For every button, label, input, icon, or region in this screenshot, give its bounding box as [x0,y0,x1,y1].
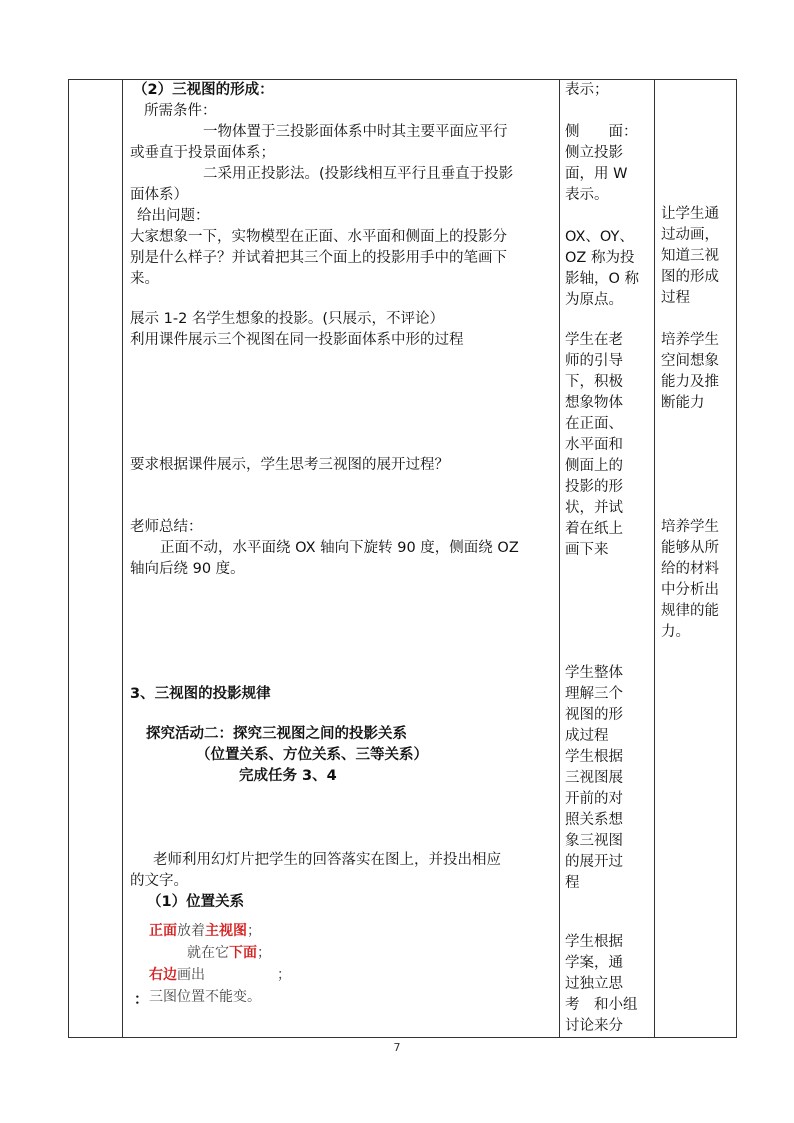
activity-subtitle: （位置关系、方位关系、三等关系） [196,747,428,763]
text-line: 展示 1-2 名学生想象的投影。(只展示，不评论） [130,311,445,327]
text-line: 投影的形 [565,479,623,495]
text-line: 学案，通 [565,955,623,971]
slide-text: ； [277,967,291,983]
text-line: 正面不动，水平面绕 OX 轴向下旋转 90 度，侧面绕 OZ [160,540,519,556]
text-line: 着在纸上 [565,521,623,537]
column-divider [559,80,560,1037]
text-line: 学生根据 [565,749,623,765]
text-line: 图的形成 [661,269,719,285]
highlight-text: 主视图 [205,923,247,939]
column-divider [654,80,655,1037]
section-title: 3、三视图的投影规律 [130,686,271,702]
text-line: 利用课件展示三个视图在同一投影面体系中形的过程 [130,332,464,348]
position-title: （1）位置关系 [147,894,245,910]
text-line: 状，并试 [565,500,623,516]
highlight-text: 右边 [149,967,177,983]
question-label: 给出问题： [137,208,210,224]
highlight-text: 正面 [149,923,177,939]
text-line: 侧立投影 [565,145,623,161]
text-line: 二采用正投影法。(投影线相互平行且垂直于投影 [203,166,514,182]
text-line: 表示； [565,82,609,98]
position-slide [149,920,291,1008]
text-line: OX、OY、 [565,229,634,245]
text-line: 培养学生 [661,332,719,348]
text-line: 要求根据课件展示，学生思考三视图的展开过程？ [130,457,449,473]
text-line: 水平面和 [565,437,623,453]
page-number: 7 [393,1041,401,1054]
text-line: 表示。 [565,187,609,203]
text-line: 程 [565,875,580,891]
task-line: 完成任务 3、4 [239,768,337,784]
text-line: 力。 [661,624,690,640]
text-line: 空间想象 [661,353,719,369]
slide-text: 三图位置不能变。 [149,989,261,1005]
text-line: 视图的形 [565,707,623,723]
text-line: 大家想象一下，实物模型在正面、水平面和侧面上的投影分 [130,229,507,245]
text-line: 学生整体 [565,665,623,681]
text-line: 过程 [661,290,690,306]
text-line: 能够从所 [661,540,719,556]
text-line: 画下来 [565,542,609,558]
text-line: 一物体置于三投影面体系中时其主要平面应平行 [203,124,508,140]
text-line: 面体系） [130,187,188,203]
text-line: 象三视图 [565,833,623,849]
text-line: 中分析出 [661,582,719,598]
text-line: 成过程 [565,728,609,744]
stray-colon: ： [134,992,149,1008]
text-line: 面，用 W [565,166,628,182]
text-line: 想象物体 [565,395,623,411]
conditions-label: 所需条件： [144,103,217,119]
text-line: 下，积极 [565,374,623,390]
text-line: 培养学生 [661,519,719,535]
text-line: 三视图展 [565,770,623,786]
text-line: 给的材料 [661,561,719,577]
section-title: （2）三视图的形成： [133,82,274,98]
text-line: 别是什么样子？并试着把其三个面上的投影用手中的笔画下 [130,250,507,266]
text-line: 或垂直于投景面体系； [130,145,275,161]
text-line: 能力及推 [661,374,719,390]
slide-text: 画出 [177,967,205,983]
text-line: 过动画， [661,227,719,243]
text-line: 来。 [130,271,159,287]
text-line: 侧面上的 [565,458,623,474]
slide-text: ； [247,923,261,939]
column-divider [122,80,123,1037]
text-line: 照关系想 [565,812,623,828]
text-line: 断能力 [661,395,705,411]
text-line: 知道三视 [661,248,719,264]
text-line: 过独立思 [565,976,623,992]
text-line: 轴向后绕 90 度。 [130,561,245,577]
text-line: OZ 称为投 [565,250,635,266]
text-line: 老师利用幻灯片把学生的回答落实在图上，并投出相应 [153,852,501,868]
summary-label: 老师总结： [130,519,203,535]
text-line: 理解三个 [565,686,623,702]
text-line: 学生根据 [565,934,623,950]
text-line: 的展开过 [565,854,623,870]
text-line: 为原点。 [565,292,623,308]
text-line: 学生在老 [565,332,623,348]
activity-title: 探究活动二：探究三视图之间的投影关系 [146,726,407,742]
lesson-table [68,79,737,1038]
text-line: 在正面、 [565,416,623,432]
text-line: 开前的对 [565,791,623,807]
text-line: 侧 面： [565,124,638,140]
highlight-text: 下面 [229,945,257,961]
slide-text: 放着 [177,923,205,939]
text-line: 的文字。 [130,873,188,889]
text-line: 师的引导 [565,353,623,369]
text-line: 规律的能 [661,603,719,619]
text-line: 影轴，O 称 [565,271,640,287]
text-line: 讨论来分 [565,1018,623,1034]
text-line: 考 和小组 [565,997,638,1013]
slide-text: 就在它 [187,945,229,961]
slide-text: ； [257,945,271,961]
text-line: 让学生通 [661,206,719,222]
